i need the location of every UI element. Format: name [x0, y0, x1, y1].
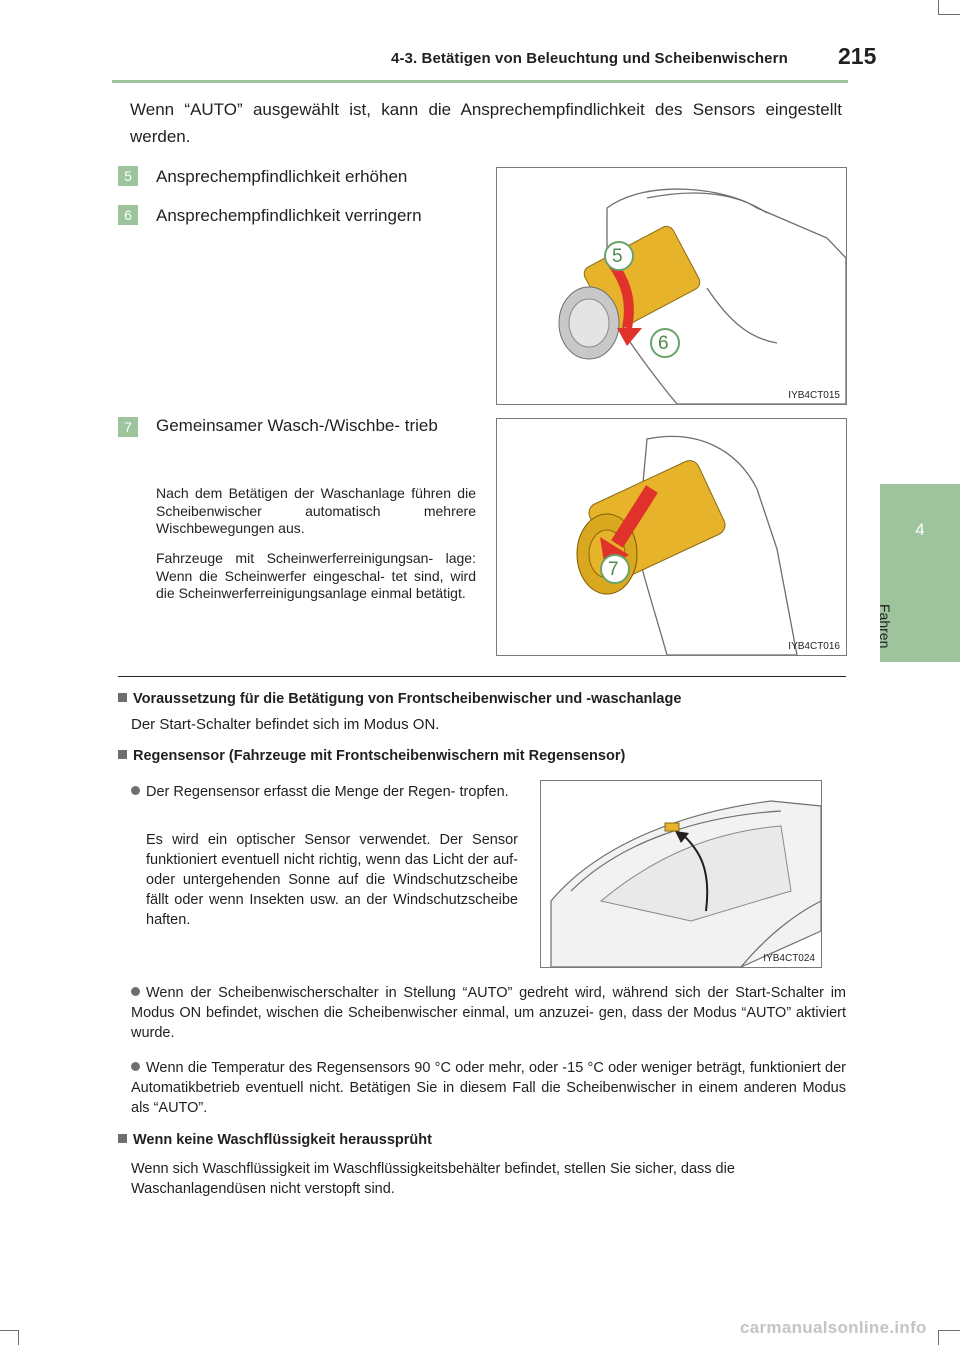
bullet-auto-mode: Wenn der Scheibenwischerschalter in Stellung “AUTO” gedreht wird, während sich der Start-Schalter im Modus ON befindet, wischen die Scheibenwischer einmal, um anzuzei- gen, dass der Modus “AUTO” aktiviert wurde. [131, 985, 846, 1041]
washer-knob-illustration [497, 419, 846, 655]
crop-mark [18, 1330, 19, 1345]
item-label-decrease: Ansprechempfindlichkeit verringern [156, 206, 422, 225]
crop-mark [938, 1330, 939, 1345]
square-bullet-icon [118, 693, 127, 702]
callout-7-label: 7 [608, 559, 619, 580]
windshield-illustration [541, 781, 821, 967]
round-bullet-icon [131, 786, 140, 795]
item-label-increase: Ansprechempfindlichkeit erhöhen [156, 167, 408, 186]
crop-mark [0, 1330, 18, 1331]
figure-sensitivity-ring [496, 167, 847, 405]
item-note: Fahrzeuge mit Scheinwerferreinigungsan- lage: Wenn die Scheinwerfer eingeschal- tet sind, wird die Scheinwerferreinigungsanlage einmal betätigt. [156, 550, 476, 601]
figure-rain-sensor-location [540, 780, 822, 968]
crop-mark [938, 14, 960, 15]
section-text: Der Start-Schalter befindet sich im Modus ON. [131, 716, 440, 733]
figure-code: IYB4CT024 [763, 953, 815, 964]
section-title: 4-3. Betätigen von Beleuchtung und Scheibenwischern [391, 50, 788, 67]
item-number-6: 6 [118, 205, 138, 225]
section-heading: Voraussetzung für die Betätigung von Frontscheibenwischer und -waschanlage [118, 691, 848, 707]
header-rule [112, 80, 848, 83]
bullet-temperature: Wenn die Temperatur des Regensensors 90 °C oder mehr, oder -15 °C oder weniger beträgt, funktioniert der Automatikbetrieb eventuell nicht. Betätigen Sie in diesem Fall die Scheibenwischer in einem anderen Modus als “AUTO”. [131, 1060, 846, 1116]
figure-code: IYB4CT016 [788, 641, 840, 652]
square-bullet-icon [118, 1134, 127, 1143]
item-label-wash: Gemeinsamer Wasch-/Wischbe- trieb [156, 416, 438, 435]
bullet-rain-sensor: Der Regensensor erfasst die Menge der Regen- tropfen. [131, 782, 520, 802]
bullet-paragraph: Es wird ein optischer Sensor verwendet. Der Sensor funktioniert eventuell nicht richtig, wenn das Licht der auf- oder untergehenden Sonne auf die Windschutzscheibe fällt oder wenn Insekten usw. an der Windschutzscheibe haften. [146, 832, 518, 928]
wiper-knob-illustration [497, 168, 846, 404]
chapter-label: Fahren [877, 604, 893, 649]
round-bullet-icon [131, 1062, 140, 1071]
item-number-5: 5 [118, 166, 138, 186]
square-bullet-icon [118, 750, 127, 759]
figure-wash-operation [496, 418, 847, 656]
section-text: Wenn sich Waschflüssigkeit im Waschflüssigkeitsbehälter befindet, stellen Sie sicher, dass die Waschanlagendüsen nicht verstopft sind. [131, 1161, 735, 1197]
section-heading: Wenn keine Waschflüssigkeit heraussprüht [118, 1132, 848, 1148]
item-description: Nach dem Betätigen der Waschanlage führen die Scheibenwischer automatisch mehrere Wischbewegungen aus. [156, 485, 476, 536]
crop-mark [938, 1330, 960, 1331]
section-heading: Regensensor (Fahrzeuge mit Frontscheibenwischern mit Regensensor) [118, 748, 848, 764]
round-bullet-icon [131, 987, 140, 996]
callout-6-label: 6 [658, 333, 669, 354]
figure-code: IYB4CT015 [788, 390, 840, 401]
callout-5-label: 5 [612, 246, 623, 267]
intro-paragraph: Wenn “AUTO” ausgewählt ist, kann die Ansprechempfindlichkeit des Sensors eingestellt werden. [130, 100, 842, 146]
section-divider [118, 676, 846, 677]
chapter-number: 4 [915, 520, 925, 539]
page-number: 215 [838, 43, 877, 69]
item-number-7: 7 [118, 417, 138, 437]
crop-mark [938, 0, 939, 14]
watermark: carmanualsonline.info [740, 1318, 927, 1337]
